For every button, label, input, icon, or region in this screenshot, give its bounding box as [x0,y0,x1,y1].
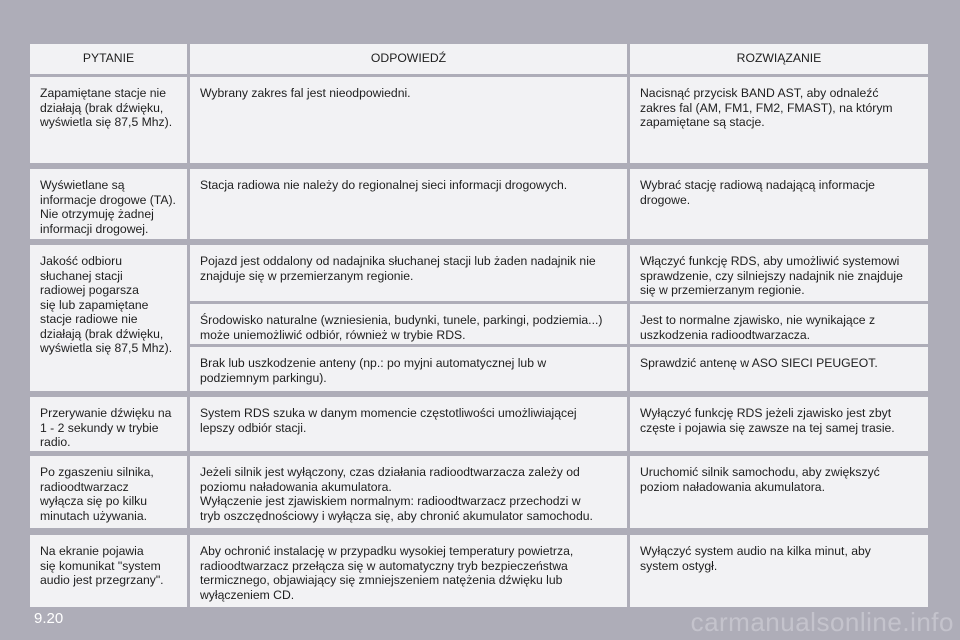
row6-answer: Aby ochronić instalację w przypadku wysokiej temperatury powietrza, radioodtwarzacz przełącza się w automatyczny tryb bezpieczeństwa termicznego, objawiający się zmniejszeniem natężenia dźwięku lub wyłączeniem CD. [190,535,627,607]
header-answer: ODPOWIEDŹ [190,44,627,74]
row4-answer: System RDS szuka w danym momencie częstotliwości umożliwiającej lepszy odbiór stacji. [190,397,627,451]
row4-question: Przerywanie dźwięku na 1 - 2 sekundy w trybie radio. [30,397,187,451]
row3-answer-2: Środowisko naturalne (wzniesienia, budynki, tunele, parkingi, podziemia...) może uniemożliwić odbiór, również w trybie RDS. [190,304,627,344]
header-question: PYTANIE [30,44,187,74]
page-number: 9.20 [34,610,64,627]
row6-solution: Wyłączyć system audio na kilka minut, aby system ostygł. [630,535,928,607]
row1-question: Zapamiętane stacje nie działają (brak dźwięku, wyświetla się 87,5 Mhz). [30,77,187,163]
row3-answer-1: Pojazd jest oddalony od nadajnika słuchanej stacji lub żaden nadajnik nie znajduje się w przemierzanym regionie. [190,245,627,301]
row1-answer: Wybrany zakres fal jest nieodpowiedni. [190,77,627,163]
row3-solution-2: Jest to normalne zjawisko, nie wynikające z uszkodzenia radioodtwarzacza. [630,304,928,344]
row2-solution: Wybrać stację radiową nadającą informacje drogowe. [630,169,928,239]
row5-answer: Jeżeli silnik jest wyłączony, czas działania radioodtwarzacza zależy od poziomu naładowania akumulatora. Wyłączenie jest zjawiskiem normalnym: radioodtwarzacz przechodzi w tryb oszczędnościowy i wyłącza się, aby chronić akumulator samochodu. [190,456,627,528]
row5-solution: Uruchomić silnik samochodu, aby zwiększyć poziom naładowania akumulatora. [630,456,928,528]
row3-answer-3: Brak lub uszkodzenie anteny (np.: po myjni automatycznej lub w podziemnym parkingu). [190,347,627,391]
row2-answer: Stacja radiowa nie należy do regionalnej sieci informacji drogowych. [190,169,627,239]
row2-question: Wyświetlane są informacje drogowe (TA). Nie otrzymuję żadnej informacji drogowej. [30,169,187,239]
row1-solution: Nacisnąć przycisk BAND AST, aby odnaleźć zakres fal (AM, FM1, FM2, FMAST), na którym zapamiętane są stacje. [630,77,928,163]
header-solution: ROZWIĄZANIE [630,44,928,74]
row3-solution-1: Włączyć funkcję RDS, aby umożliwić systemowi sprawdzenie, czy silniejszy nadajnik nie znajduje się w przemierzanym regionie. [630,245,928,301]
row4-solution: Wyłączyć funkcję RDS jeżeli zjawisko jest zbyt częste i pojawia się zawsze na tej samej trasie. [630,397,928,451]
watermark: carmanualsonline.info [690,607,954,637]
row5-question: Po zgaszeniu silnika, radioodtwarzacz wyłącza się po kilku minutach używania. [30,456,187,528]
row3-solution-3: Sprawdzić antenę w ASO SIECI PEUGEOT. [630,347,928,391]
row3-question: Jakość odbioru słuchanej stacji radiowej pogarsza się lub zapamiętane stacje radiowe nie działają (brak dźwięku, wyświetla się 87,5 Mhz). [30,245,187,391]
row6-question: Na ekranie pojawia się komunikat "system audio jest przegrzany". [30,535,187,607]
